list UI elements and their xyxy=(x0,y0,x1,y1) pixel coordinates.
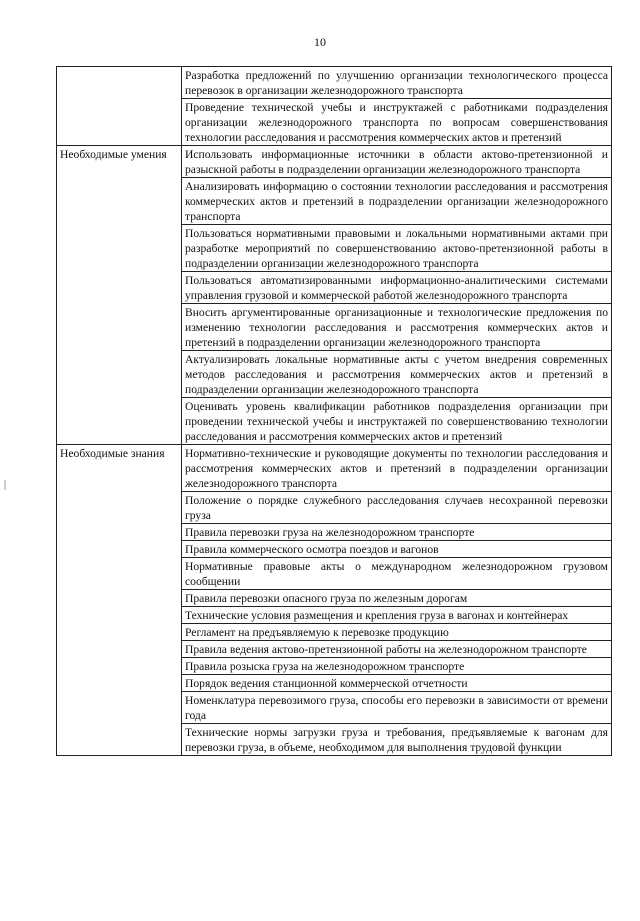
requirement-item: Нормативно-технические и руководящие документы по технологии расследования и рассмотрения коммерческих актов и претензий в подразделении организации железнодорожного транспорта xyxy=(182,445,612,492)
page-number: 10 xyxy=(314,35,326,49)
table-row xyxy=(57,67,612,99)
section-label: Необходимые знания xyxy=(57,445,182,756)
requirement-item: Проведение технической учебы и инструктажей с работниками подразделения организации железнодорожного транспорта по вопросам совершенствования технологии расследования и рассмотрения коммерческих актов и претензий xyxy=(182,99,612,146)
table-row xyxy=(57,445,612,492)
requirement-item: Положение о порядке служебного расследования случаев несохранной перевозки груза xyxy=(182,492,612,524)
competency-table xyxy=(56,66,612,756)
requirement-item: Правила перевозки груза на железнодорожном транспорте xyxy=(182,524,612,541)
table-body xyxy=(57,67,612,756)
requirement-item: Актуализировать локальные нормативные акты с учетом внедрения современных методов расследования и рассмотрения коммерческих актов и претензий в подразделении организации железнодорожного транспорта xyxy=(182,351,612,398)
requirement-item: Вносить аргументированные организационные и технологические предложения по изменению технологии расследования и рассмотрения коммерческих актов и претензий в подразделении организации железнодорожного транспорта xyxy=(182,304,612,351)
requirement-item: Анализировать информацию о состоянии технологии расследования и рассмотрения коммерческих актов и претензий в подразделении организации железнодорожного транспорта xyxy=(182,178,612,225)
requirement-item: Пользоваться нормативными правовыми и локальными нормативными актами при разработке мероприятий по совершенствованию актово-претензионной работы в подразделении организации железнодорожного транспорта xyxy=(182,225,612,272)
requirement-item: Разработка предложений по улучшению организации технологического процесса перевозок в организации железнодорожного транспорта xyxy=(182,67,612,99)
requirement-item: Регламент на предъявляемую к перевозке продукцию xyxy=(182,624,612,641)
requirement-item: Порядок ведения станционной коммерческой отчетности xyxy=(182,675,612,692)
requirement-item: Технические условия размещения и крепления груза в вагонах и контейнерах xyxy=(182,607,612,624)
scan-artifact xyxy=(4,480,6,490)
requirement-item: Правила ведения актово-претензионной работы на железнодорожном транспорте xyxy=(182,641,612,658)
section-label: Необходимые умения xyxy=(57,146,182,445)
requirement-item: Пользоваться автоматизированными информационно-аналитическими системами управления грузовой и коммерческой работой железнодорожного транспорта xyxy=(182,272,612,304)
table-row xyxy=(57,146,612,178)
requirement-item: Правила коммерческого осмотра поездов и вагонов xyxy=(182,541,612,558)
requirement-item: Правила розыска груза на железнодорожном транспорте xyxy=(182,658,612,675)
requirement-item: Правила перевозки опасного груза по железным дорогам xyxy=(182,590,612,607)
requirement-item: Технические нормы загрузки груза и требования, предъявляемые к вагонам для перевозки груза, в объеме, необходимом для выполнения трудовой функции xyxy=(182,724,612,756)
requirement-item: Использовать информационные источники в области актово-претензионной и разыскной работы в подразделении организации железнодорожного транспорта xyxy=(182,146,612,178)
section-label xyxy=(57,67,182,146)
requirement-item: Номенклатура перевозимого груза, способы его перевозки в зависимости от времени года xyxy=(182,692,612,724)
requirement-item: Оценивать уровень квалификации работников подразделения организации при проведении технической учебы и инструктажей по совершенствованию технологии расследования и рассмотрения коммерческих актов и претензий xyxy=(182,398,612,445)
requirement-item: Нормативные правовые акты о международном железнодорожном грузовом сообщении xyxy=(182,558,612,590)
